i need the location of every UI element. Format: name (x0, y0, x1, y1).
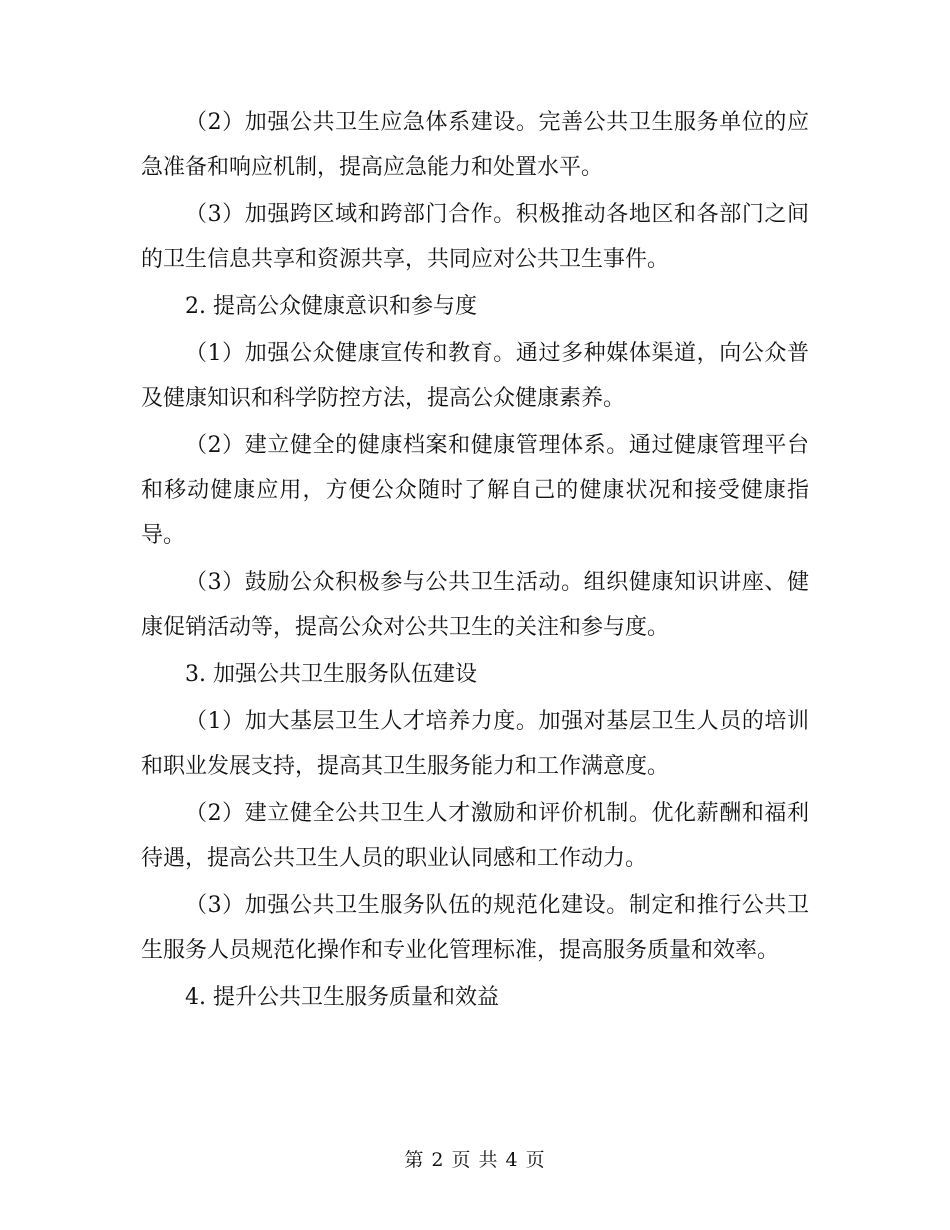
paragraph-emergency-system: （2）加强公共卫生应急体系建设。完善公共卫生服务单位的应急准备和响应机制，提高应急能力和处置水平。 (141, 110, 809, 180)
paragraph-grassroots-talent: （1）加大基层卫生人才培养力度。加强对基层卫生人员的培训和职业发展支持，提高其卫生服务能力和工作满意度。 (141, 709, 809, 779)
section-heading-public-awareness: 2. 提高公众健康意识和参与度 (185, 294, 477, 319)
paragraph-cross-region-cooperation: （3）加强跨区域和跨部门合作。积极推动各地区和各部门之间的卫生信息共享和资源共享，共同应对公共卫生事件。 (141, 202, 809, 272)
paragraph-standardization: （3）加强公共卫生服务队伍的规范化建设。制定和推行公共卫生服务人员规范化操作和专业化管理标准，提高服务质量和效率。 (141, 893, 809, 963)
page-number-footer: 第 2 页 共 4 页 (404, 1149, 546, 1171)
section-heading-workforce: 3. 加强公共卫生服务队伍建设 (185, 662, 477, 687)
paragraph-incentive-mechanism: （2）建立健全公共卫生人才激励和评价机制。优化薪酬和福利待遇，提高公共卫生人员的职业认同感和工作动力。 (141, 801, 809, 871)
document-body (141, 100, 809, 1020)
section-heading-service-quality: 4. 提升公共卫生服务质量和效益 (185, 985, 499, 1010)
paragraph-public-participation: （3）鼓励公众积极参与公共卫生活动。组织健康知识讲座、健康促销活动等，提高公众对公共卫生的关注和参与度。 (141, 570, 809, 640)
paragraph-health-records: （2）建立健全的健康档案和健康管理体系。通过健康管理平台和移动健康应用，方便公众随时了解自己的健康状况和接受健康指导。 (141, 433, 809, 548)
paragraph-health-education: （1）加强公众健康宣传和教育。通过多种媒体渠道，向公众普及健康知识和科学防控方法，提高公众健康素养。 (141, 341, 809, 411)
